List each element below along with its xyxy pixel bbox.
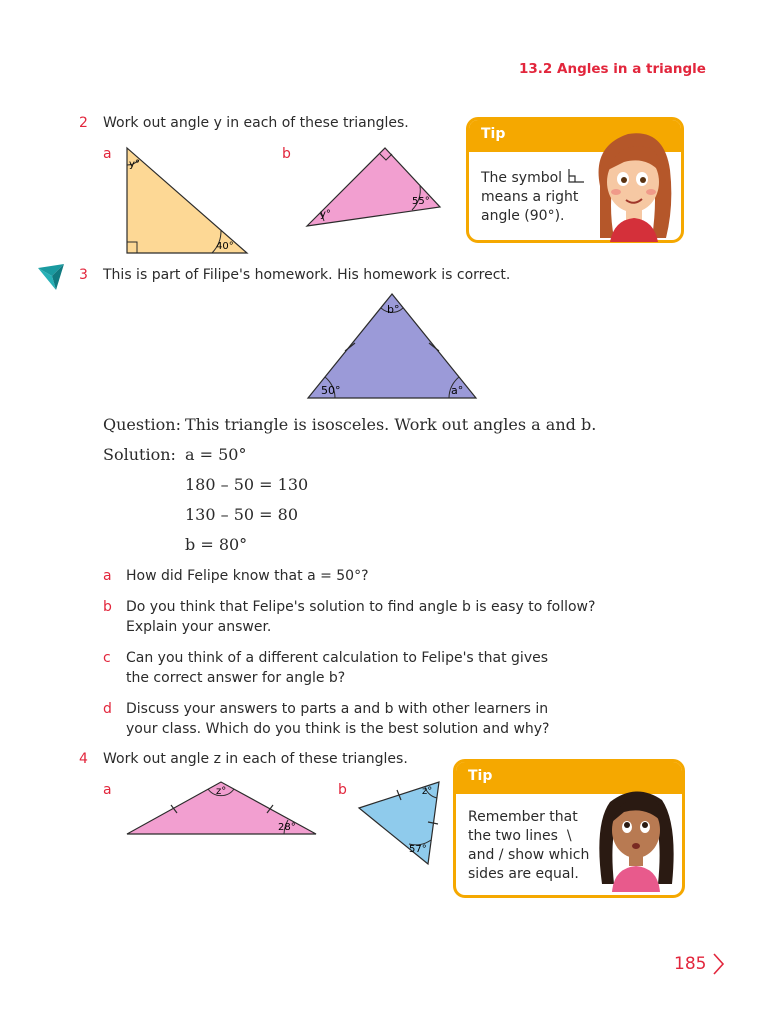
- triangle-2a: [120, 145, 255, 260]
- next-page-chevron-icon[interactable]: [712, 952, 726, 976]
- q3-part-d-label: d: [103, 701, 112, 717]
- tri-3-top-label: b°: [387, 303, 400, 316]
- tri-2a-top-label: y°: [129, 159, 140, 170]
- q3-part-a-label: a: [103, 568, 112, 584]
- tri-4b-top-label: z°: [422, 786, 433, 797]
- hw-solution-line-4: b = 80°: [185, 535, 248, 554]
- q4-part-a-label: a: [103, 782, 112, 798]
- girl-illustration-1: [588, 126, 680, 242]
- hw-solution-line-2: 180 – 50 = 130: [185, 475, 309, 494]
- triangle-2b: [302, 144, 447, 232]
- hw-solution-label: Solution:: [103, 445, 176, 464]
- question-2-text: Work out angle y in each of these triangles.: [103, 115, 409, 131]
- q2-part-b-label: b: [282, 146, 291, 162]
- q3-part-b-label: b: [103, 599, 112, 615]
- tip-1-title: Tip: [469, 120, 681, 152]
- tip-2-title: Tip: [456, 762, 682, 794]
- tri-4b-bottom-label: 57°: [409, 844, 427, 855]
- tip-2-line1: Remember that: [468, 809, 578, 825]
- tri-2a-bottom-label: 40°: [216, 241, 234, 252]
- hw-question-label: Question:: [103, 415, 181, 434]
- q3-part-b-text: Do you think that Felipe's solution to find angle b is easy to follow? Explain your answer.: [126, 599, 596, 635]
- hw-question-text: This triangle is isosceles. Work out angles a and b.: [185, 415, 597, 434]
- q3-part-d-text: Discuss your answers to parts a and b with other learners in your class. Which do you think is the best solution and why?: [126, 701, 550, 737]
- right-angle-symbol-icon: [567, 168, 585, 184]
- hw-solution-line-3: 130 – 50 = 80: [185, 505, 299, 524]
- q3-part-c-label: c: [103, 650, 111, 666]
- question-3-text: This is part of Filipe's homework. His homework is correct.: [103, 267, 511, 283]
- tip-1-line3: angle (90°).: [481, 208, 565, 224]
- triangle-4a: [124, 778, 320, 838]
- question-4-text: Work out angle z in each of these triangles.: [103, 751, 408, 767]
- section-title: 13.2 Angles in a triangle: [519, 61, 706, 77]
- q2-part-a-label: a: [103, 146, 112, 162]
- tip-1-line2: means a right: [481, 189, 579, 205]
- triangle-2a-shape: [127, 148, 247, 253]
- tri-2b-right-label: 55°: [412, 196, 430, 207]
- tri-3-right-label: a°: [451, 384, 464, 397]
- question-2-number: 2: [79, 115, 88, 131]
- q3-part-a-text: How did Felipe know that a = 50°?: [126, 568, 369, 584]
- q3-part-c-text: Can you think of a different calculation to Felipe's that gives the correct answer for angle b?: [126, 650, 549, 686]
- q4-part-b-label: b: [338, 782, 347, 798]
- tri-3-left-label: 50°: [321, 384, 341, 397]
- tip-2-line3: and / show which: [468, 847, 590, 863]
- tri-2b-left-label: y°: [320, 209, 331, 220]
- girl-illustration-2: [592, 784, 680, 892]
- tri-4a-right-label: 28°: [278, 822, 296, 833]
- question-3-number: 3: [79, 267, 88, 283]
- tip-1-line1: The symbol: [481, 170, 563, 186]
- think-like-mathematician-icon: [36, 262, 66, 292]
- triangle-4b: [355, 778, 447, 870]
- hw-solution-line-1: a = 50°: [185, 445, 247, 464]
- page-number: 185: [674, 954, 707, 974]
- tip-2-line4: sides are equal.: [468, 866, 579, 882]
- question-4-number: 4: [79, 751, 88, 767]
- tri-4a-top-label: z°: [216, 786, 227, 797]
- triangle-3: [305, 290, 481, 402]
- tip-2-line2: the two lines \: [468, 828, 572, 844]
